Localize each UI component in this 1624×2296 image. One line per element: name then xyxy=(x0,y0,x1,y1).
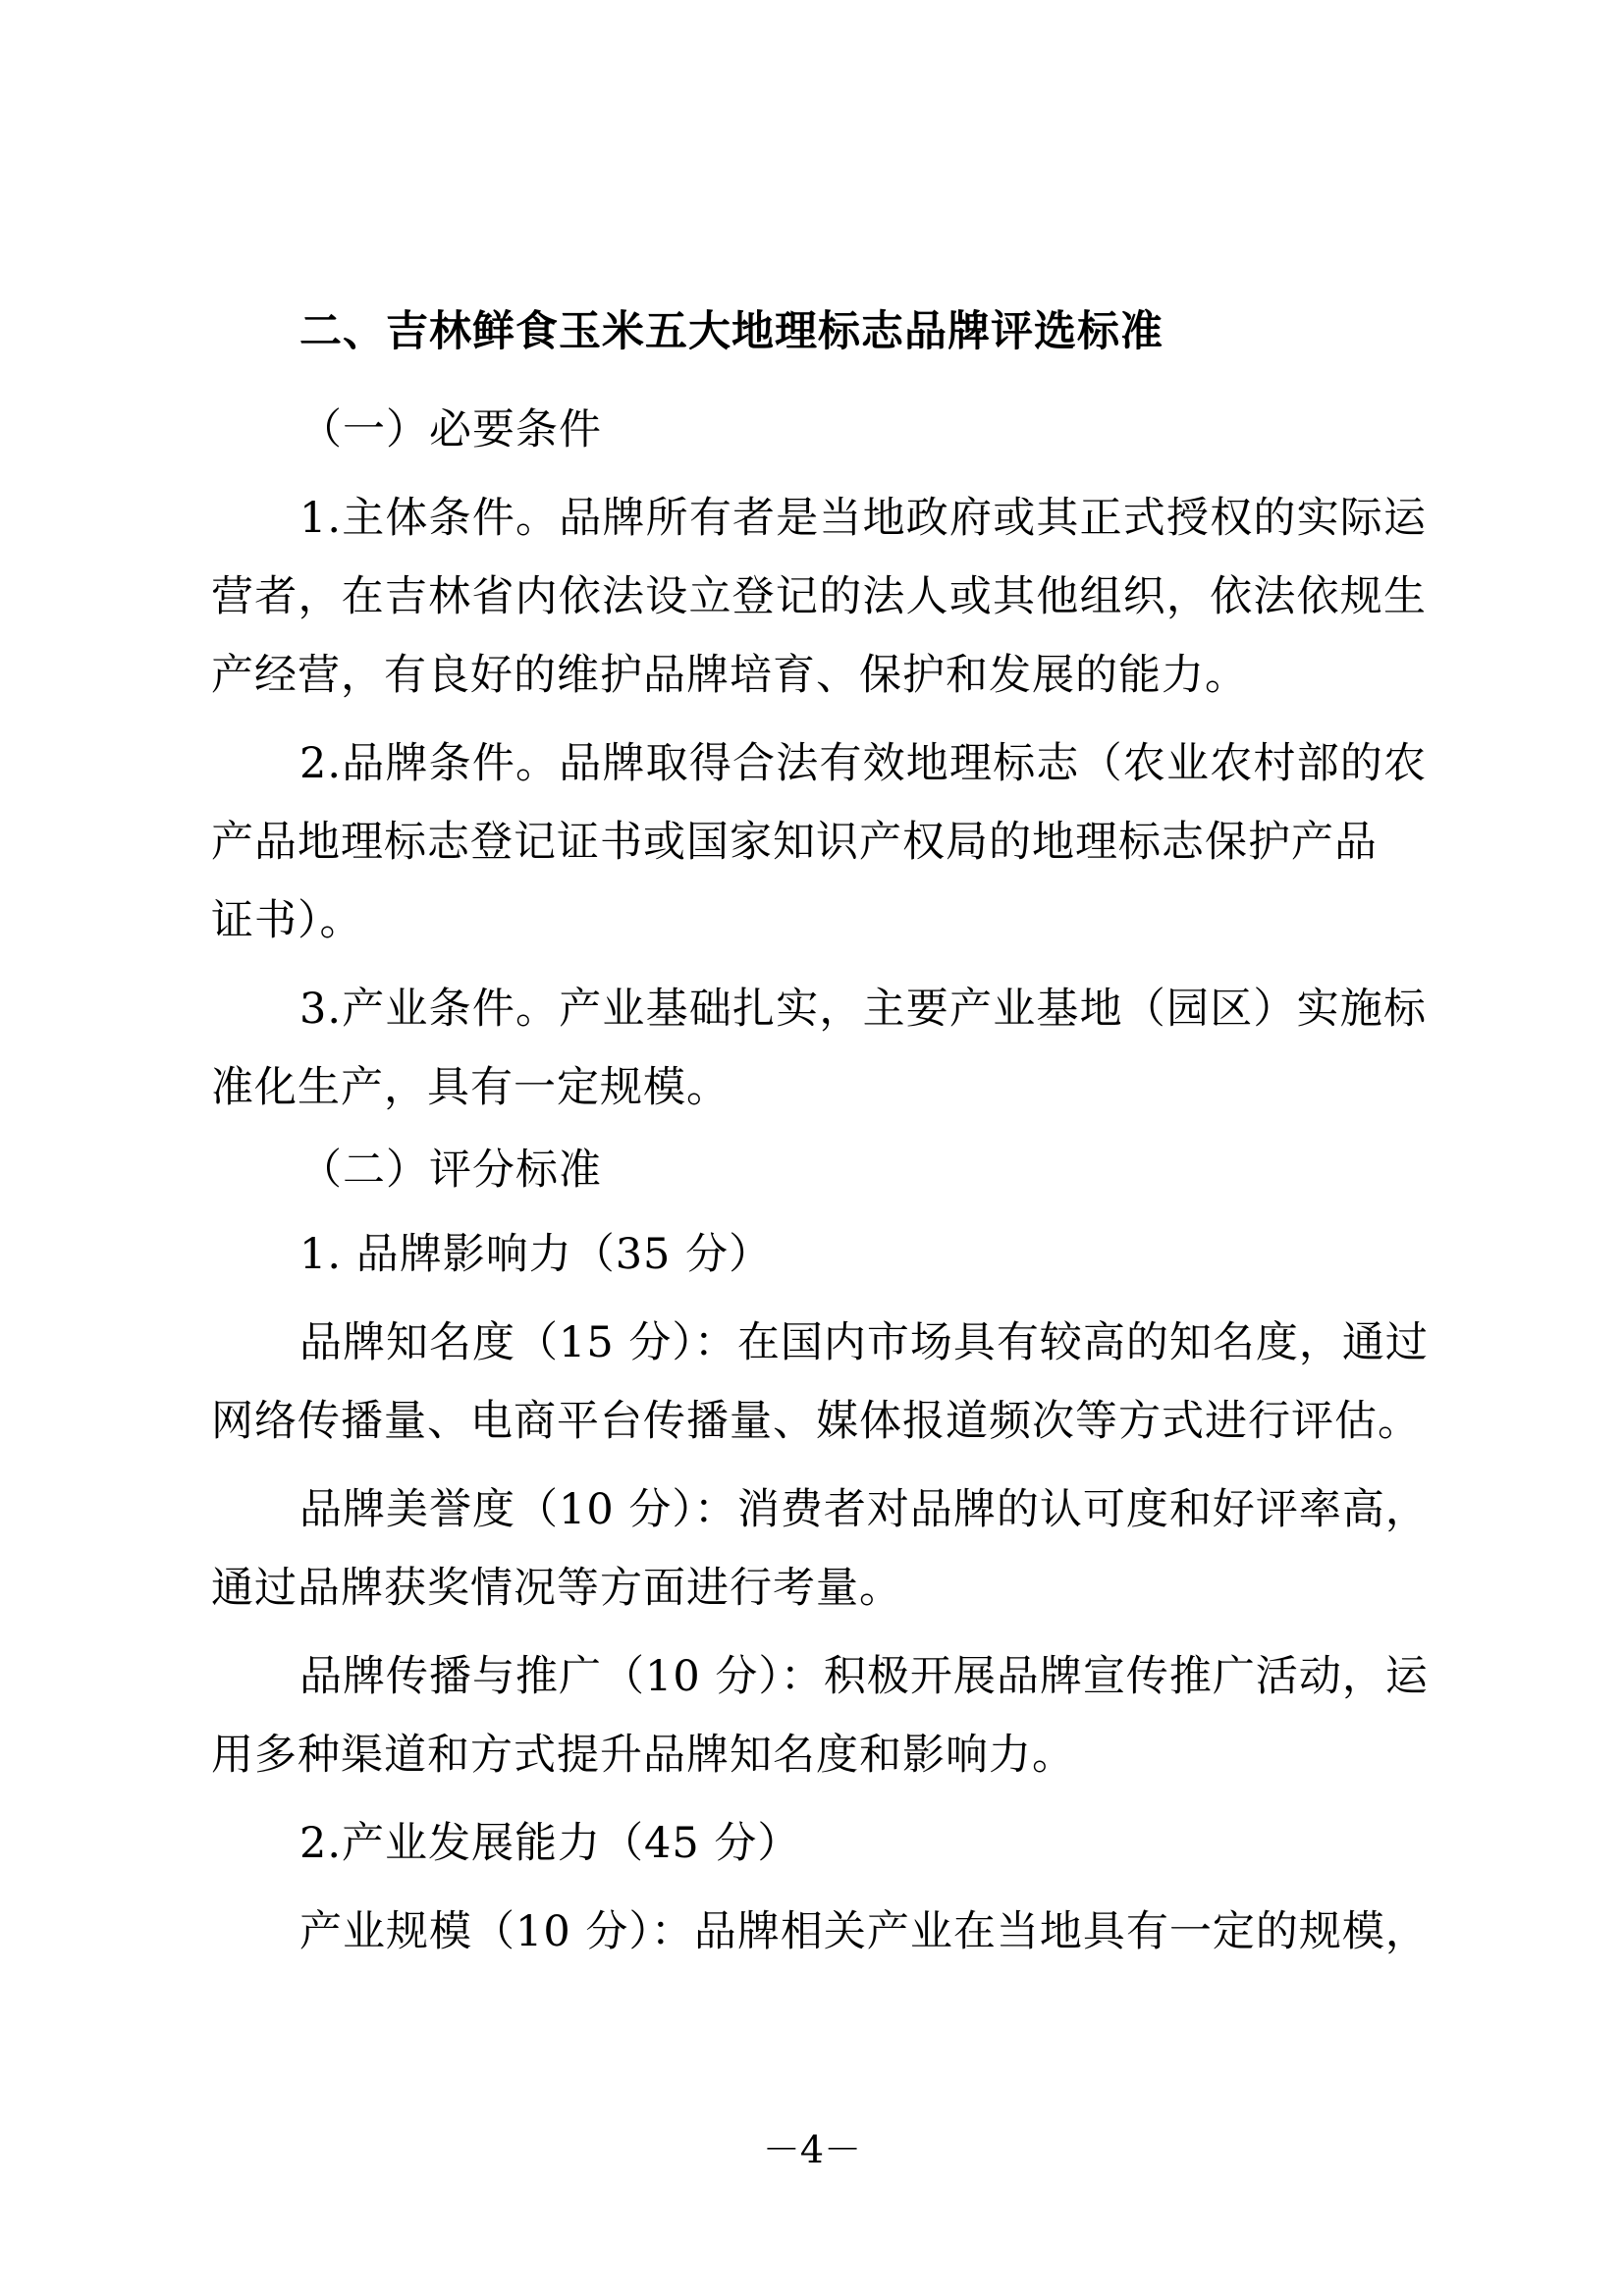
item-2-line-2: 产品地理标志登记证书或国家知识产权局的地理标志保护产品 xyxy=(211,818,1378,867)
subsection-heading-scoring-criteria: （二）评分标准 xyxy=(299,1146,602,1195)
score-1b-line-1: 品牌美誉度（10 分）：消费者对品牌的认可度和好评率高， xyxy=(299,1485,1429,1534)
score-1b-line-2: 通过品牌获奖情况等方面进行考量。 xyxy=(211,1564,902,1613)
section-title: 二、吉林鲜食玉米五大地理标志品牌评选标准 xyxy=(299,307,1164,356)
score-1a-line-2: 网络传播量、电商平台传播量、媒体报道频次等方式进行评估。 xyxy=(211,1397,1421,1446)
score-2-title: 2.产业发展能力（45 分） xyxy=(299,1819,801,1868)
item-1-line-1: 1.主体条件。品牌所有者是当地政府或其正式授权的实际运 xyxy=(299,494,1427,543)
page-number: －4－ xyxy=(762,2128,862,2171)
item-1-line-3: 产经营，有良好的维护品牌培育、保护和发展的能力。 xyxy=(211,651,1248,700)
score-1c-line-2: 用多种渠道和方式提升品牌知名度和影响力。 xyxy=(211,1731,1075,1780)
item-3-line-1: 3.产业条件。产业基础扎实，主要产业基地（园区）实施标 xyxy=(299,985,1427,1034)
subsection-heading-required-conditions: （一）必要条件 xyxy=(299,405,602,454)
item-3-line-2: 准化生产，具有一定规模。 xyxy=(211,1063,730,1112)
item-1-line-2: 营者，在吉林省内依法设立登记的法人或其他组织，依法依规生 xyxy=(211,572,1427,621)
score-1a-line-1: 品牌知名度（15 分）：在国内市场具有较高的知名度，通过 xyxy=(299,1318,1429,1367)
item-2-line-3: 证书）。 xyxy=(211,896,363,945)
score-1c-line-1: 品牌传播与推广（10 分）：积极开展品牌宣传推广活动，运 xyxy=(299,1652,1429,1701)
item-2-line-1: 2.品牌条件。品牌取得合法有效地理标志（农业农村部的农 xyxy=(299,739,1427,788)
score-1-title: 1. 品牌影响力（35 分） xyxy=(299,1230,773,1279)
score-2a-line-1: 产业规模（10 分）：品牌相关产业在当地具有一定的规模， xyxy=(299,1907,1429,1956)
